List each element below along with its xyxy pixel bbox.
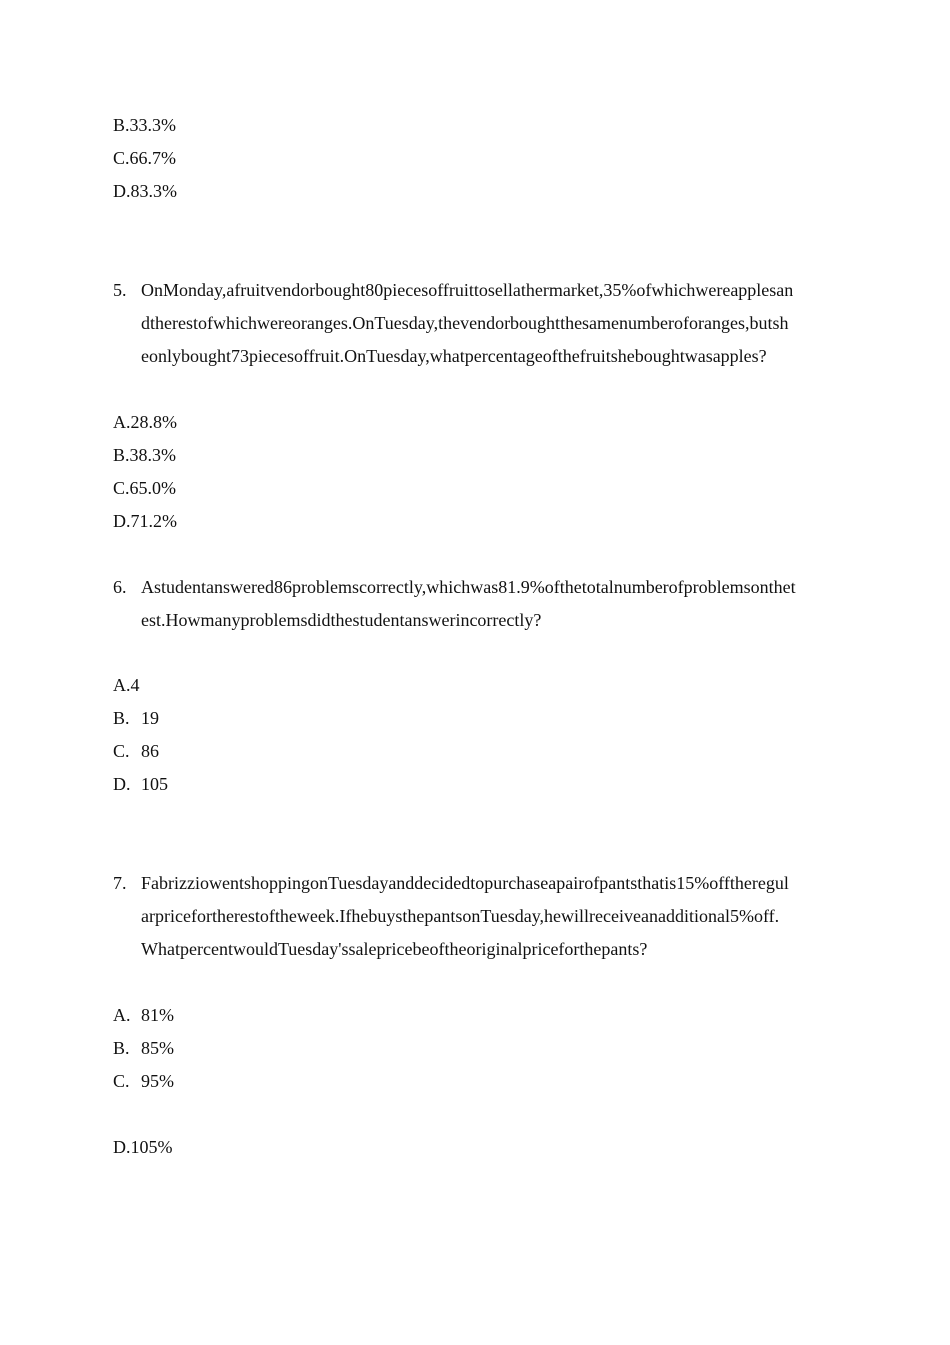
question-6-line-2: est.Howmanyproblemsdidthestudentanswerincorrectly?	[141, 610, 542, 630]
question-5-option-d: D.71.2%	[113, 511, 177, 531]
question-7-line-2: arpricefortherestoftheweek.IfhebuysthepantsonTuesday,hewillreceiveanadditional5%off.	[141, 906, 780, 926]
question-6-option-a: A.4	[113, 675, 140, 695]
question-6-option-b-letter: B.	[113, 708, 130, 728]
question-7-option-c-letter: C.	[113, 1071, 130, 1091]
prev-option-c: C.66.7%	[113, 148, 176, 168]
question-6-option-b-text: 19	[141, 708, 159, 728]
question-6-option-c-text: 86	[141, 741, 159, 761]
prev-option-b: B.33.3%	[113, 115, 176, 135]
question-5-option-a: A.28.8%	[113, 412, 177, 432]
question-7-number: 7.	[113, 873, 127, 893]
prev-option-d: D.83.3%	[113, 181, 177, 201]
question-6-option-c-letter: C.	[113, 741, 130, 761]
question-7-option-a-text: 81%	[141, 1005, 174, 1025]
question-7-line-3: WhatpercentwouldTuesday'ssalepricebeoftheoriginalpriceforthepants?	[141, 939, 648, 959]
question-7-option-b-text: 85%	[141, 1038, 174, 1058]
question-6-option-d-letter: D.	[113, 774, 131, 794]
question-6-option-d-text: 105	[141, 774, 168, 794]
question-5-option-b: B.38.3%	[113, 445, 176, 465]
question-5-line-3: eonlybought73piecesoffruit.OnTuesday,whatpercentageofthefruitsheboughtwasapples?	[141, 346, 767, 366]
question-6-line-1: Astudentanswered86problemscorrectly,whichwas81.9%ofthetotalnumberofproblemsonthet	[141, 577, 796, 597]
question-6-number: 6.	[113, 577, 127, 597]
question-7-line-1: FabrizziowentshoppingonTuesdayanddecidedtopurchaseapairofpantsthatis15%offtheregul	[141, 873, 789, 893]
question-7-option-c-text: 95%	[141, 1071, 174, 1091]
question-5-number: 5.	[113, 280, 127, 300]
question-5-option-c: C.65.0%	[113, 478, 176, 498]
question-5-line-1: OnMonday,afruitvendorbought80piecesoffruittosellathermarket,35%ofwhichwereapplesan	[141, 280, 794, 300]
question-7-option-a-letter: A.	[113, 1005, 131, 1025]
question-7-option-b-letter: B.	[113, 1038, 130, 1058]
question-5-line-2: dtherestofwhichwereoranges.OnTuesday,thevendorboughtthesamenumberoforanges,butsh	[141, 313, 789, 333]
question-7-option-d: D.105%	[113, 1137, 173, 1157]
